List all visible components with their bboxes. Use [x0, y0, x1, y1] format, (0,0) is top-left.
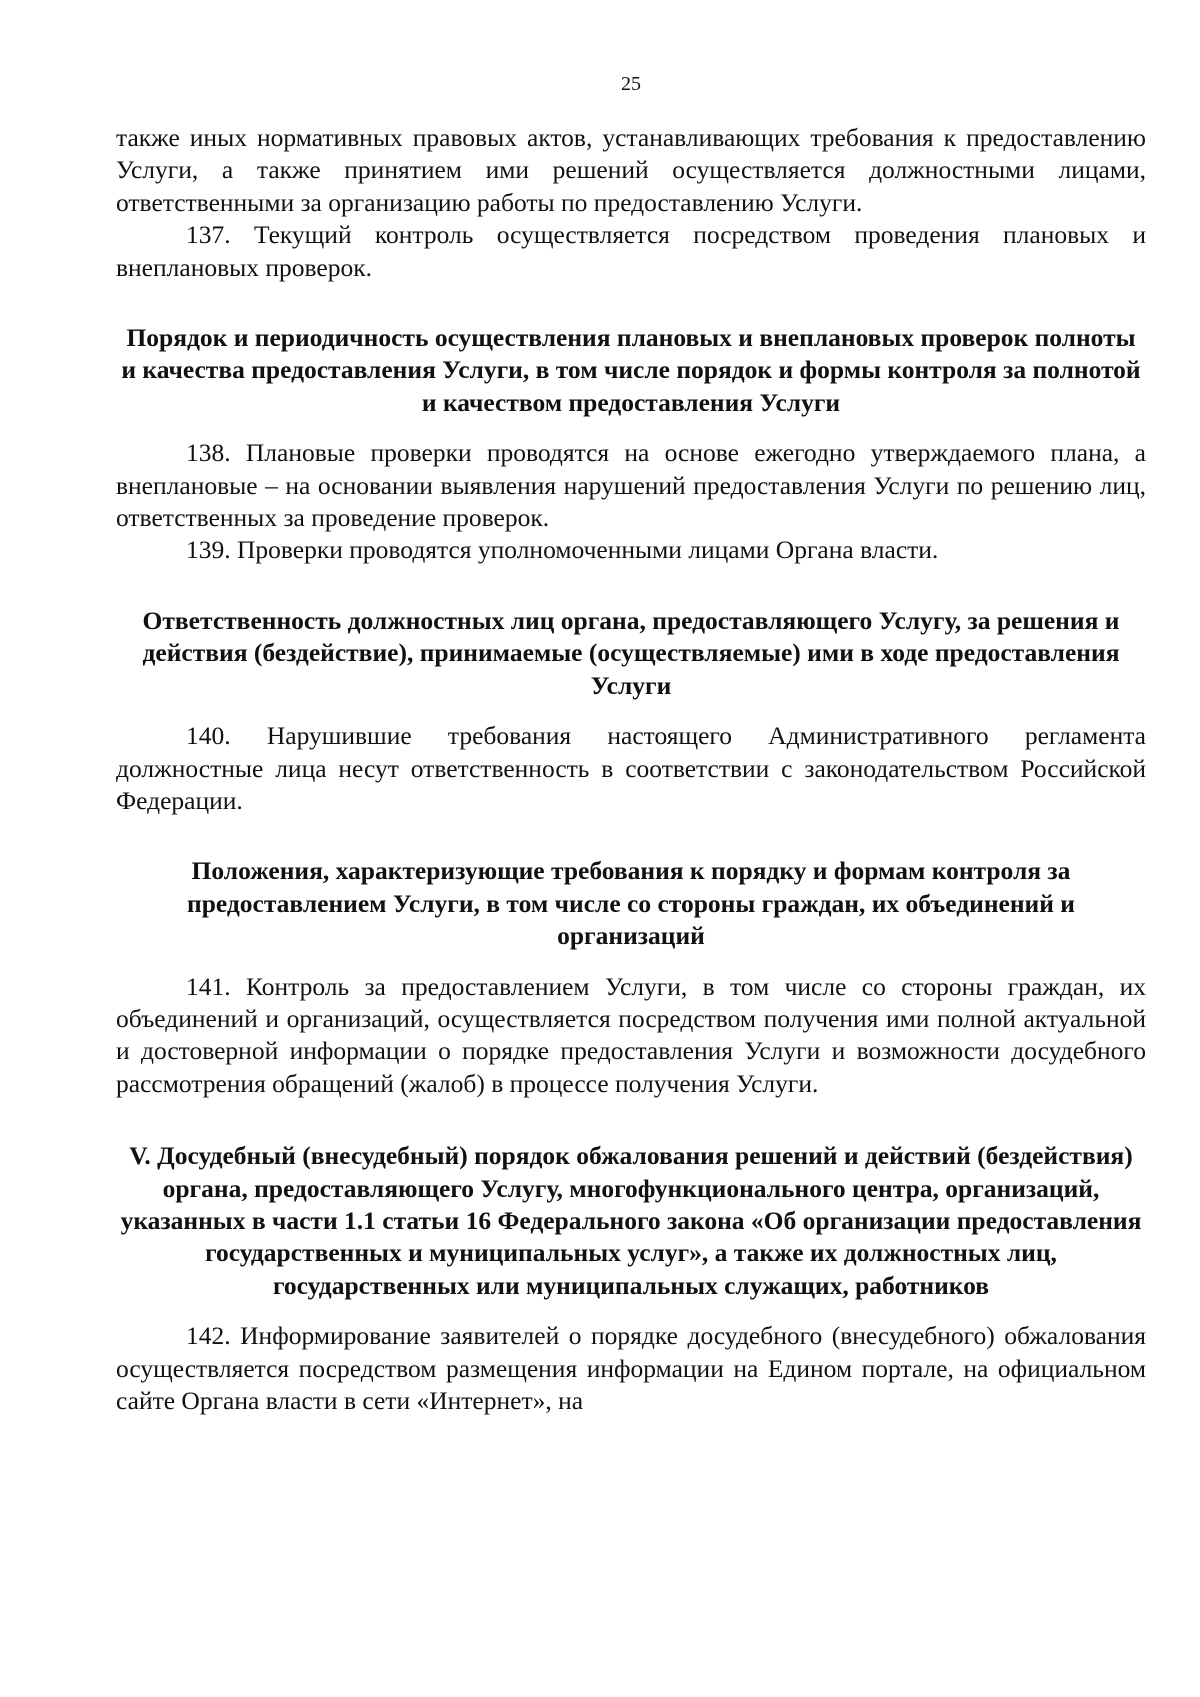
paragraph-141: 141. Контроль за предоставлением Услуги, в том числе со стороны граждан, их объединений и организаций, осуществляется посредством получения ими полной актуальной и достоверной информации о порядке предоставления Услуги и возможности досудебного рассмотрения обращений (жалоб) в процессе получения Услуги.: [116, 971, 1146, 1098]
section-heading-responsibility: Ответственность должностных лиц органа, предоставляющего Услугу, за решения и действия (бездействие), принимаемые (осуществляемые) ими в ходе предоставления Услуги: [142, 605, 1120, 700]
section-heading-inspections: Порядок и периодичность осуществления плановых и внеплановых проверок полноты и качества предоставления Услуги, в том числе порядок и формы контроля за полнотой и качеством предоставления Услуги: [121, 323, 1141, 417]
paragraph-140: 140. Нарушившие требования настоящего Административного регламента должностные лица несут ответственность в соответствии с законодательством Российской Федерации.: [116, 721, 1146, 815]
paragraph-139: 139. Проверки проводятся уполномоченными лицами Органа власти.: [186, 535, 939, 565]
section-heading-control-provisions: Положения, характеризующие требования к порядку и формам контроля за предоставлением Услуги, в том числе со стороны граждан, их объединений и организаций: [187, 856, 1075, 951]
document-body: [116, 122, 1146, 1417]
paragraph-137: 137. Текущий контроль осуществляется посредством проведения плановых и внеплановых проверок.: [116, 220, 1146, 282]
paragraph-138: 138. Плановые проверки проводятся на основе ежегодно утверждаемого плана, а внеплановые – на основании выявления нарушений предоставления Услуги по решению лиц, ответственных за проведение проверок.: [116, 438, 1146, 533]
paragraph-continuation: также иных нормативных правовых актов, устанавливающих требования к предоставлению Услуги, а также принятием ими решений осуществляется должностными лицами, ответственными за организацию работы по предоставлению Услуги.: [116, 123, 1146, 217]
paragraph-142: 142. Информирование заявителей о порядке досудебного (внесудебного) обжалования осуществляется посредством размещения информации на Едином портале, на официальном сайте Органа власти в сети «Интернет», на: [116, 1321, 1146, 1415]
page-number: 25: [621, 73, 641, 95]
chapter-heading-v: V. Досудебный (внесудебный) порядок обжалования решений и действий (бездействия) органа, предоставляющего Услугу, многофункционального центра, организаций, указанных в части 1.1 статьи 16 Федерального закона «Об организации предоставления государственных и муниципальных услуг», а также их должностных лиц, государственных или муниципальных служащих, работников: [120, 1141, 1142, 1300]
